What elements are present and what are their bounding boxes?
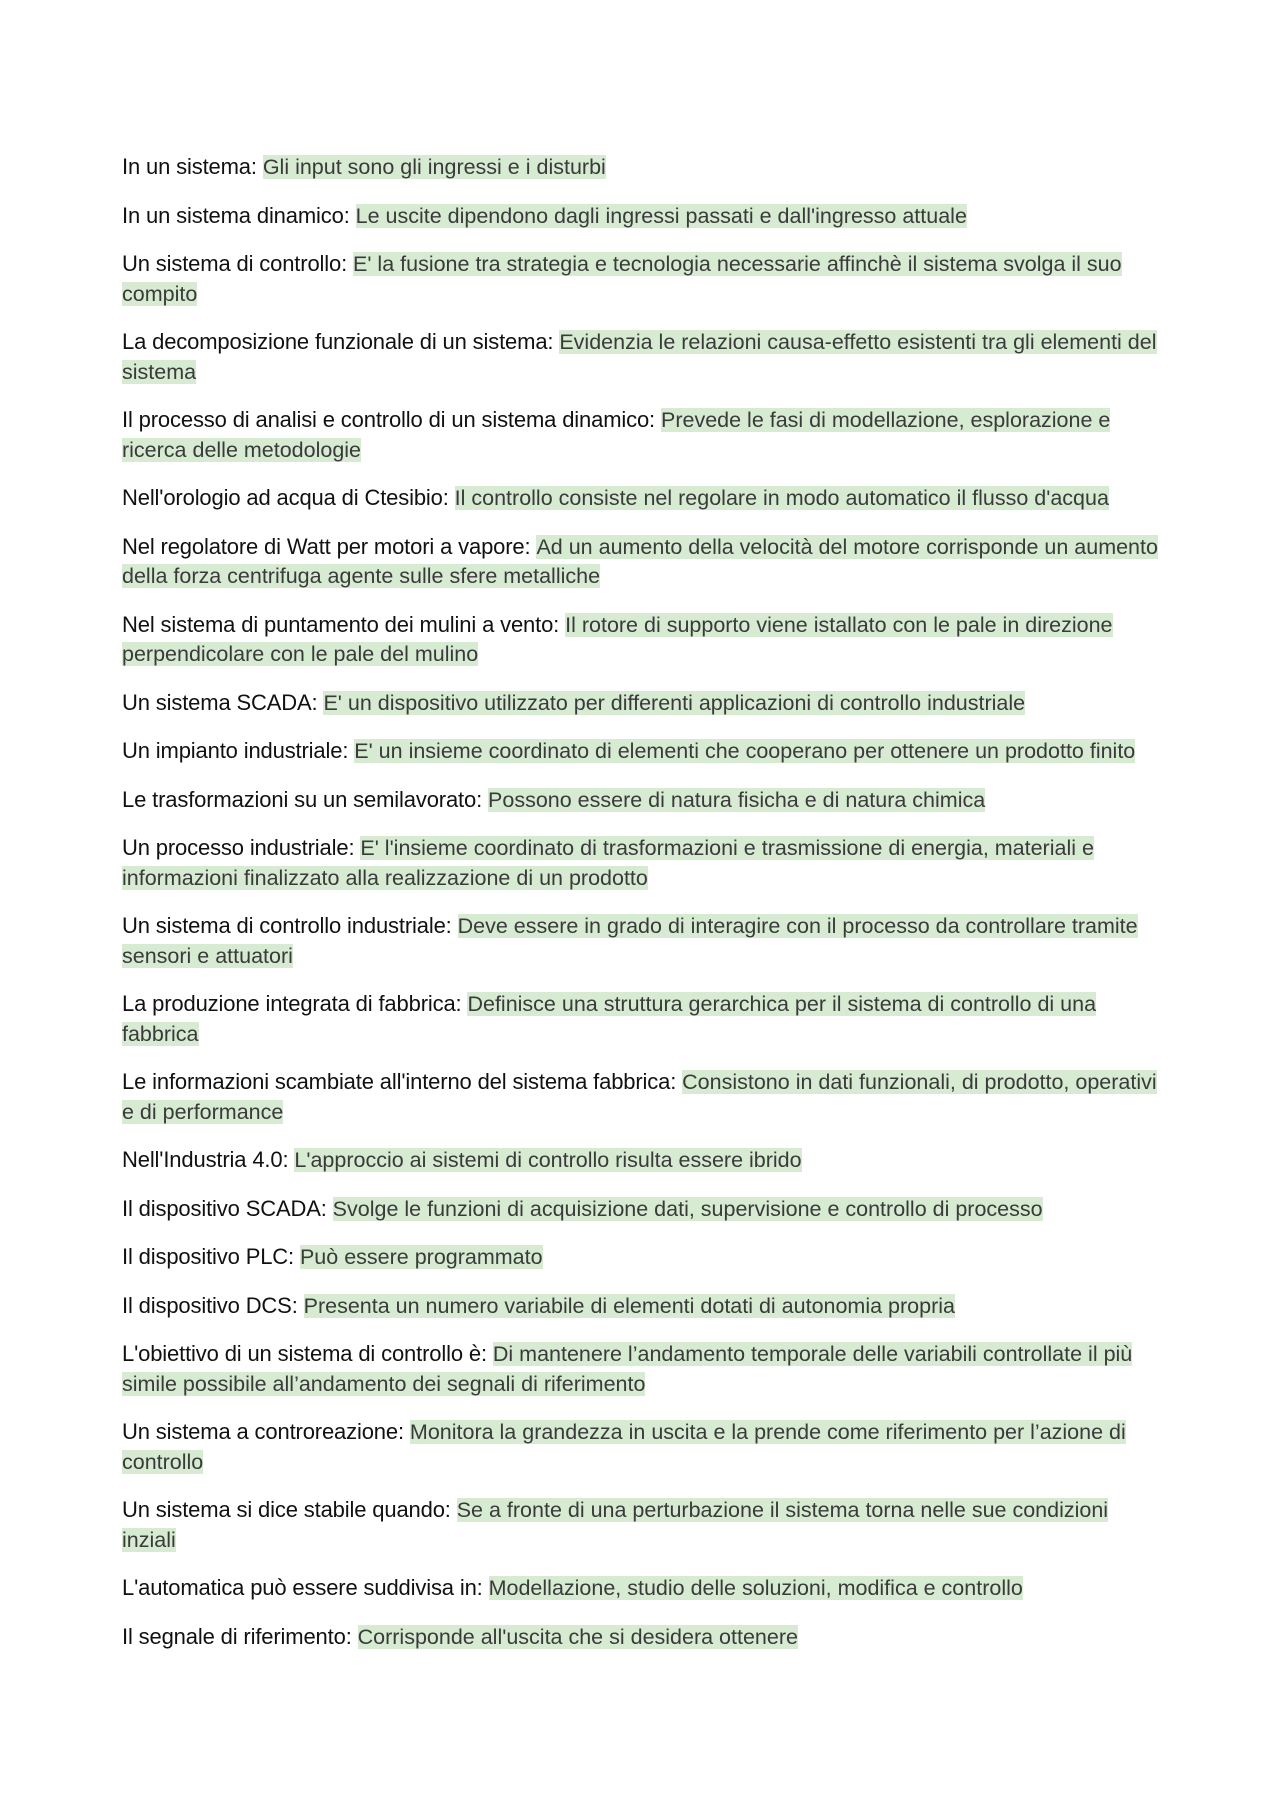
answer-highlight: Gli input sono gli ingressi e i disturbi [262, 155, 606, 179]
answer-highlight: Deve essere in grado di interagire con il processo da controllare tramite sensori e attuatori [122, 914, 1138, 968]
question-text: Le informazioni scambiate all'interno del sistema fabbrica: [122, 1069, 683, 1094]
qa-item-3 [122, 249, 1162, 309]
answer-highlight: Il rotore di supporto viene istallato con le pale in direzione perpendicolare con le pale del mulino [122, 612, 1113, 666]
qa-item-18 [122, 1242, 1162, 1273]
answer-highlight: E' l'insieme coordinato di trasformazioni e trasmissione di energia, materiali e informazioni finalizzato alla realizzazione di un prodotto [122, 836, 1094, 890]
qa-item-13 [122, 911, 1162, 971]
question-text: Un sistema si dice stabile quando: [122, 1497, 457, 1522]
question-text: Nell'orologio ad acqua di Ctesibio: [122, 485, 455, 510]
qa-item-10 [122, 736, 1162, 767]
qa-item-11 [122, 785, 1162, 816]
question-text: Un impianto industriale: [122, 738, 355, 763]
question-text: Il processo di analisi e controllo di un sistema dinamico: [122, 407, 661, 432]
question-text: Il dispositivo SCADA: [122, 1195, 333, 1221]
qa-item-17 [122, 1194, 1162, 1225]
answer-highlight: Monitora la grandezza in uscita e la prende come riferimento per l’azione di controllo [122, 1420, 1126, 1474]
qa-item-1 [122, 152, 1162, 183]
answer-highlight: Definisce una struttura gerarchica per il sistema di controllo di una fabbrica [122, 992, 1097, 1046]
answer-highlight: E' un dispositivo utilizzato per differenti applicazioni di controllo industriale [323, 690, 1026, 715]
answer-highlight: Il controllo consiste nel regolare in modo automatico il flusso d'acqua [454, 486, 1109, 510]
question-text: La produzione integrata di fabbrica: [122, 991, 468, 1016]
question-text: L'obiettivo di un sistema di controllo è: [122, 1341, 493, 1366]
answer-highlight: Corrisponde all'uscita che si desidera ottenere [357, 1624, 798, 1649]
answer-highlight: Svolge le funzioni di acquisizione dati, supervisione e controllo di processo [332, 1196, 1043, 1221]
qa-item-19 [122, 1291, 1162, 1322]
answer-highlight: Di mantenere l’andamento temporale delle variabili controllate il più simile possibile all’andamento dei segnali di riferimento [122, 1342, 1133, 1396]
question-text: Nel sistema di puntamento dei mulini a vento: [122, 611, 566, 637]
qa-item-15 [122, 1067, 1162, 1127]
qa-item-16 [122, 1145, 1162, 1176]
answer-highlight: E' la fusione tra strategia e tecnologia necessarie affinchè il sistema svolga il suo compito [122, 252, 1122, 306]
question-text: Il dispositivo PLC: [122, 1244, 300, 1269]
answer-highlight: Evidenzia le relazioni causa-effetto esistenti tra gli elementi del sistema [122, 330, 1157, 384]
question-text: Le trasformazioni su un semilavorato: [122, 786, 489, 812]
question-text: Un sistema a controreazione: [122, 1419, 410, 1444]
question-text: Nell'Industria 4.0: [122, 1147, 295, 1172]
qa-item-6 [122, 483, 1162, 514]
qa-item-5 [122, 405, 1162, 465]
answer-highlight: Consistono in dati funzionali, di prodotto, operativi e di performance [122, 1070, 1157, 1124]
qa-item-14 [122, 989, 1162, 1049]
qa-item-7 [122, 532, 1162, 592]
qa-item-2 [122, 201, 1162, 232]
qa-item-9 [122, 688, 1162, 719]
qa-item-21 [122, 1417, 1162, 1477]
question-text: La decomposizione funzionale di un sistema: [122, 329, 560, 354]
qa-item-4 [122, 327, 1162, 387]
question-text: L'automatica può essere suddivisa in: [122, 1575, 489, 1600]
answer-highlight: Le uscite dipendono dagli ingressi passati e dall'ingresso attuale [355, 203, 967, 228]
answer-highlight: Ad un aumento della velocità del motore corrisponde un aumento della forza centrifuga agente sulle sfere metalliche [122, 534, 1158, 588]
question-text: Il segnale di riferimento: [122, 1623, 358, 1649]
qa-item-24 [122, 1622, 1162, 1653]
answer-highlight: E' un insieme coordinato di elementi che cooperano per ottenere un prodotto finito [354, 739, 1136, 763]
answer-highlight: Presenta un numero variabile di elementi dotati di autonomia propria [303, 1293, 955, 1318]
question-text: Un sistema di controllo: [122, 251, 354, 276]
qa-item-12 [122, 833, 1162, 893]
question-text: Un sistema SCADA: [122, 689, 324, 715]
qa-item-20 [122, 1339, 1162, 1399]
answer-highlight: Se a fronte di una perturbazione il sistema torna nelle sue condizioni inziali [122, 1498, 1109, 1552]
question-text: Il dispositivo DCS: [122, 1292, 304, 1318]
qa-item-23 [122, 1573, 1162, 1604]
answer-highlight: Modellazione, studio delle soluzioni, modifica e controllo [488, 1576, 1023, 1600]
qa-item-8 [122, 610, 1162, 670]
qa-item-22 [122, 1495, 1162, 1555]
answer-highlight: Può essere programmato [299, 1245, 543, 1269]
answer-highlight: Possono essere di natura fisicha e di natura chimica [488, 787, 986, 812]
answer-highlight: Prevede le fasi di modellazione, esplorazione e ricerca delle metodologie [122, 408, 1111, 462]
question-text: Un processo industriale: [122, 835, 361, 860]
document-page [122, 152, 1162, 1670]
question-text: In un sistema: [122, 154, 263, 179]
question-text: Un sistema di controllo industriale: [122, 913, 458, 938]
question-text: In un sistema dinamico: [122, 202, 356, 228]
question-text: Nel regolatore di Watt per motori a vapore: [122, 533, 537, 559]
answer-highlight: L'approccio ai sistemi di controllo risulta essere ibrido [294, 1148, 802, 1172]
